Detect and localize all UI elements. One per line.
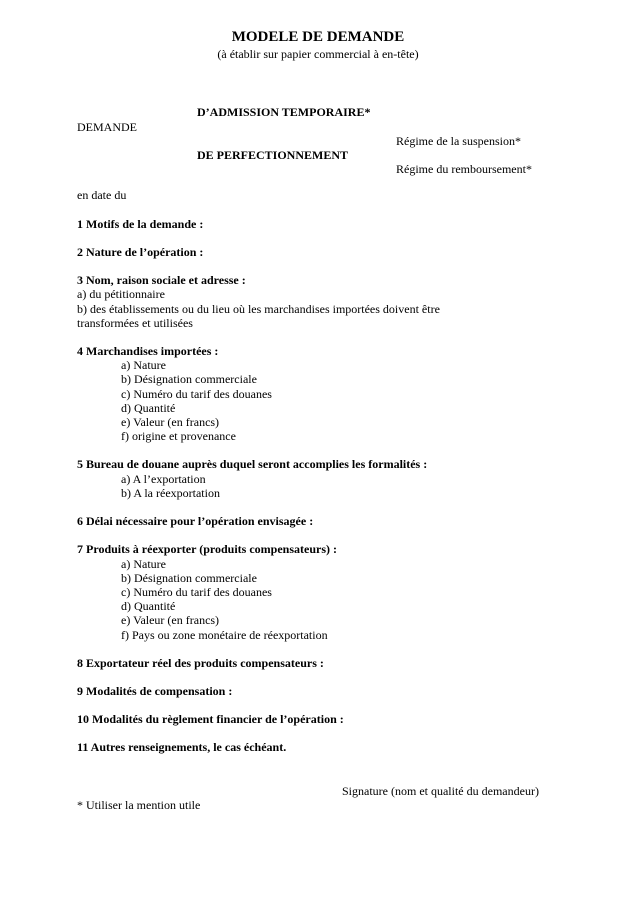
regime-suspension: Régime de la suspension* xyxy=(396,134,521,148)
section-4-heading: 4 Marchandises importées : xyxy=(77,344,219,358)
section-7-item: a) Nature xyxy=(121,557,166,571)
section-8-heading: 8 Exportateur réel des produits compensateurs : xyxy=(77,656,324,670)
section-3-heading: 3 Nom, raison sociale et adresse : xyxy=(77,273,246,287)
section-7-item: f) Pays ou zone monétaire de réexportation xyxy=(121,628,328,642)
section-6-heading: 6 Délai nécessaire pour l’opération envisagée : xyxy=(77,514,314,528)
section-4-item: d) Quantité xyxy=(121,401,176,415)
section-7-item: b) Désignation commerciale xyxy=(121,571,257,585)
footnote: * Utiliser la mention utile xyxy=(77,798,201,812)
en-date-du-label: en date du xyxy=(77,188,127,202)
section-11-heading: 11 Autres renseignements, le cas échéant. xyxy=(77,740,287,754)
section-5-item: b) A la réexportation xyxy=(121,486,220,500)
document-title: MODELE DE DEMANDE xyxy=(231,29,405,45)
section-4-item: f) origine et provenance xyxy=(121,429,236,443)
section-10-heading: 10 Modalités du règlement financier de l’opération : xyxy=(77,712,344,726)
section-3-item-a: a) du pétitionnaire xyxy=(77,287,165,301)
section-7-item: c) Numéro du tarif des douanes xyxy=(121,585,272,599)
document-subtitle: (à établir sur papier commercial à en-tête) xyxy=(217,47,419,61)
section-4-item: a) Nature xyxy=(121,358,166,372)
section-9-heading: 9 Modalités de compensation : xyxy=(77,684,233,698)
section-7-item: d) Quantité xyxy=(121,599,176,613)
section-7-item: e) Valeur (en francs) xyxy=(121,613,220,627)
perfectionnement-heading: DE PERFECTIONNEMENT xyxy=(197,148,349,162)
section-4-item: e) Valeur (en francs) xyxy=(121,415,220,429)
demande-label: DEMANDE xyxy=(77,120,137,134)
section-4-item: b) Désignation commerciale xyxy=(121,372,257,386)
regime-remboursement: Régime du remboursement* xyxy=(396,162,532,176)
signature-line: Signature (nom et qualité du demandeur) xyxy=(342,784,539,798)
section-4-item: c) Numéro du tarif des douanes xyxy=(121,387,272,401)
section-7-heading: 7 Produits à réexporter (produits compensateurs) : xyxy=(77,542,337,556)
section-3-item-b-line1: b) des établissements ou du lieu où les marchandises importées doivent être xyxy=(77,302,440,316)
section-5-item: a) A l’exportation xyxy=(121,472,206,486)
section-2-heading: 2 Nature de l’opération : xyxy=(77,245,204,259)
section-1-heading: 1 Motifs de la demande : xyxy=(77,217,204,231)
section-3-item-b-line2: transformées et utilisées xyxy=(77,316,193,330)
admission-heading: D’ADMISSION TEMPORAIRE* xyxy=(197,105,371,119)
section-5-heading: 5 Bureau de douane auprès duquel seront accomplies les formalités : xyxy=(77,457,428,471)
